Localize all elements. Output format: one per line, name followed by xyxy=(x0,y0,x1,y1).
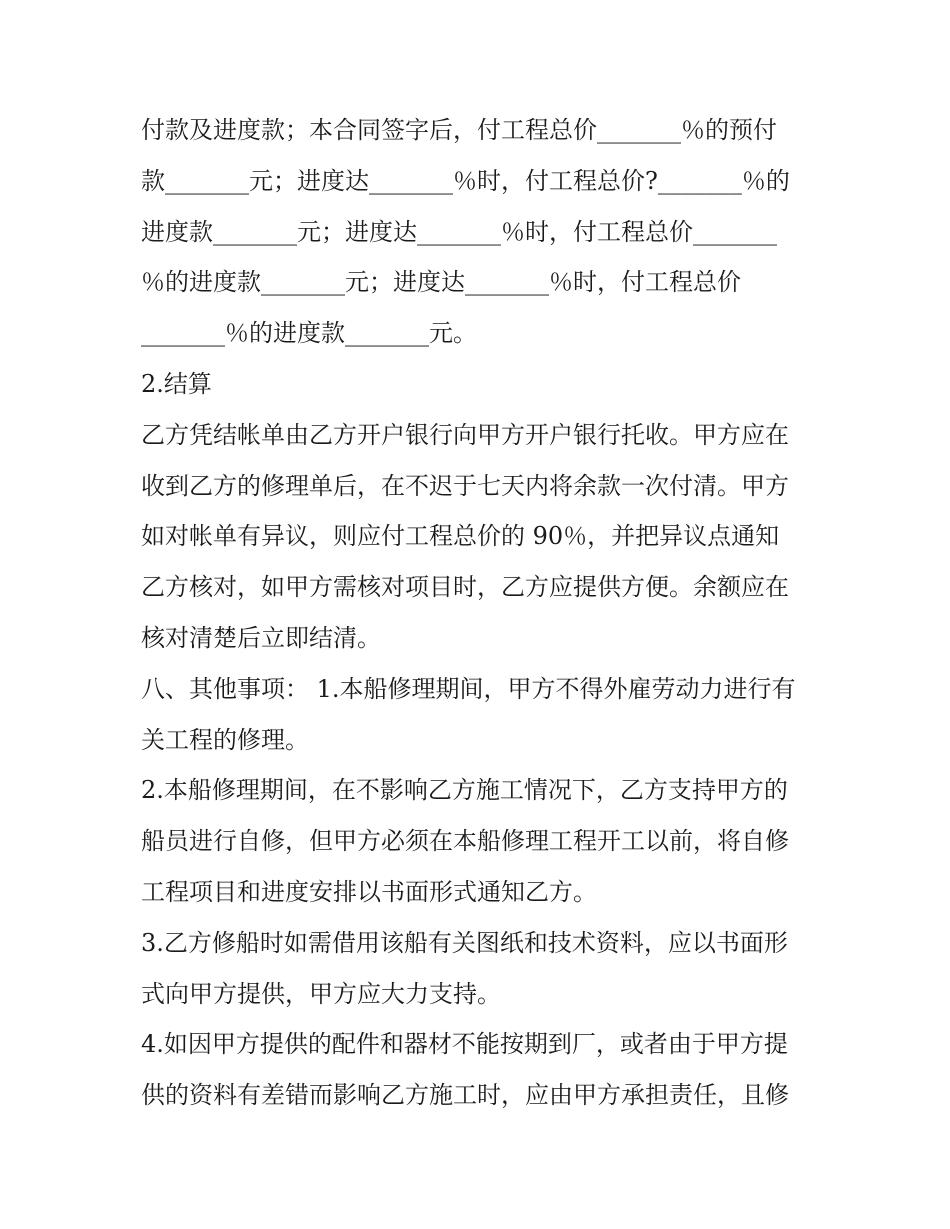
text-line: ％的进度款_______元；进度达_______％时，付工程总价 xyxy=(141,268,741,297)
text-line: 船员进行自修，但甲方必须在本船修理工程开工以前，将自修 xyxy=(141,827,789,856)
text-line: 付款及进度款；本合同签字后，付工程总价_______％的预付 xyxy=(141,116,777,144)
text-line: 进度款_______元；进度达_______％时，付工程总价_______ xyxy=(141,217,777,246)
text-line: 核对清楚后立即结清。 xyxy=(141,623,381,652)
text-line: 式向甲方提供，甲方应大力支持。 xyxy=(141,979,501,1008)
text-line: 收到乙方的修理单后，在不迟于七天内将余款一次付清。甲方 xyxy=(141,471,789,500)
text-line: 款_______元；进度达_______％时，付工程总价?_______％的 xyxy=(141,166,790,195)
text-line: 如对帐单有异议，则应付工程总价的 90％，并把异议点通知 xyxy=(141,522,780,551)
text-line: 4.如因甲方提供的配件和器材不能按期到厂，或者由于甲方提 xyxy=(141,1030,788,1059)
section-heading: 2.结算 xyxy=(141,369,212,398)
text-line: 八、其他事项： 1.本船修理期间，甲方不得外雇劳动力进行有 xyxy=(141,674,796,703)
text-line: 2.本船修理期间，在不影响乙方施工情况下，乙方支持甲方的 xyxy=(141,776,788,805)
text-line: 乙方核对，如甲方需核对项目时，乙方应提供方便。余额应在 xyxy=(141,573,789,602)
document-body xyxy=(141,105,821,1121)
text-line: 供的资料有差错而影响乙方施工时，应由甲方承担责任，且修 xyxy=(141,1081,789,1110)
text-line: 工程项目和进度安排以书面形式通知乙方。 xyxy=(141,877,597,906)
text-line: _______％的进度款_______元。 xyxy=(141,319,477,348)
text-line: 乙方凭结帐单由乙方开户银行向甲方开户银行托收。甲方应在 xyxy=(141,420,789,449)
text-line: 关工程的修理。 xyxy=(141,725,309,754)
text-line: 3.乙方修船时如需借用该船有关图纸和技术资料，应以书面形 xyxy=(141,928,788,957)
